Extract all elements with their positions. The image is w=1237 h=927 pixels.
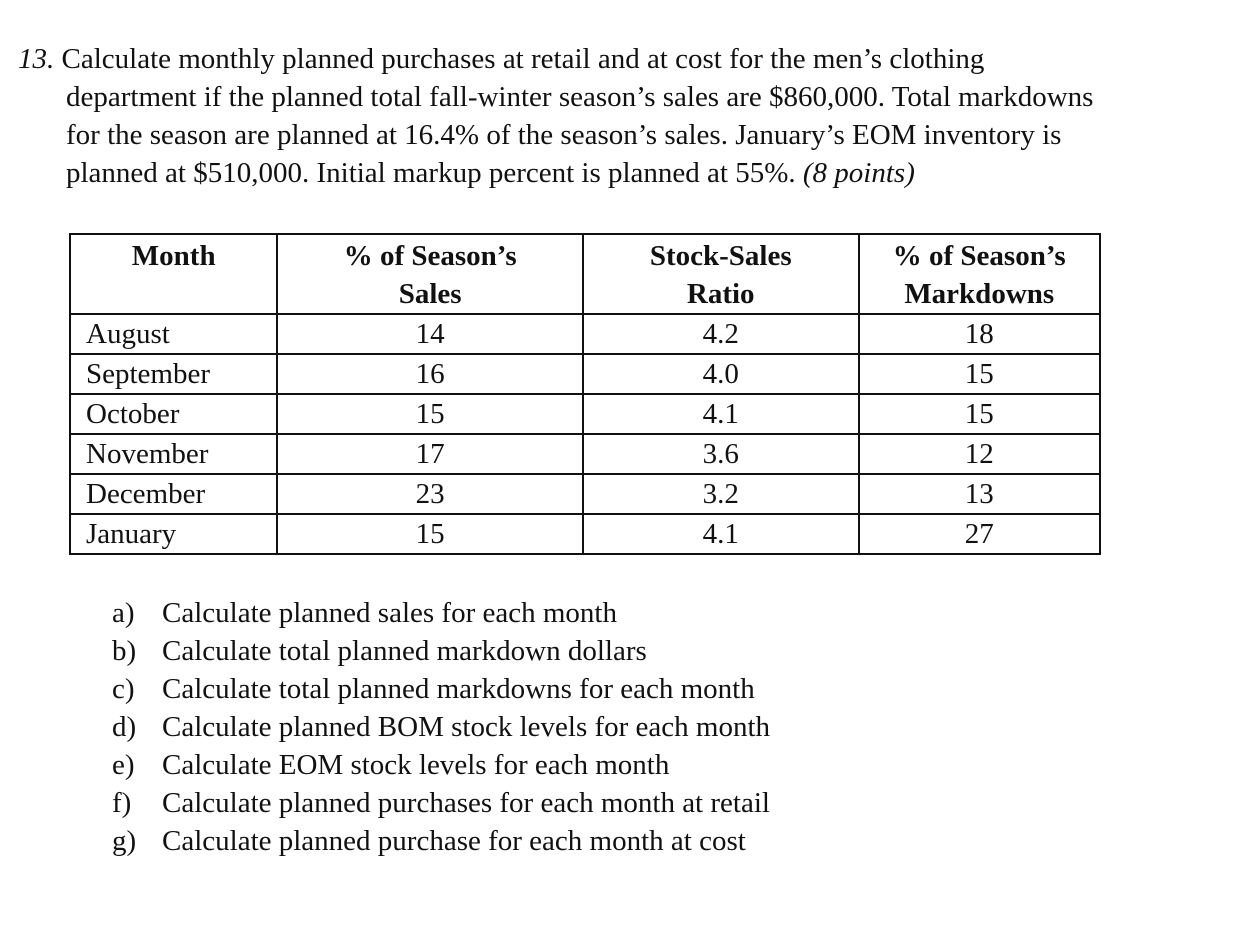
problem-line-3 [18, 116, 1223, 154]
subpart-item [112, 632, 770, 670]
table-row [70, 314, 1100, 354]
points-label: (8 points) [802, 157, 915, 189]
problem-text-line: planned at $510,000. Initial markup percent is planned at 55%. [66, 157, 803, 189]
markdown-percent-cell: 12 [859, 434, 1101, 474]
subparts-list [112, 594, 770, 860]
problem-text-line: Calculate monthly planned purchases at retail and at cost for the men’s clothing [61, 43, 985, 75]
stock-sales-ratio-cell: 4.2 [583, 314, 859, 354]
table-header-row [70, 234, 1100, 314]
subpart-item [112, 784, 770, 822]
markdown-percent-cell: 27 [859, 514, 1101, 554]
subpart-letter: c) [112, 673, 135, 705]
problem-text-line: department if the planned total fall-winter season’s sales are $860,000. Total markdowns [66, 81, 1094, 113]
sales-percent-cell: 16 [277, 354, 583, 394]
subpart-text: Calculate total planned markdowns for each month [162, 673, 755, 705]
subpart-text: Calculate planned purchases for each month at retail [162, 787, 770, 819]
header-stock-sales-ratio: Stock-Sales Ratio [583, 234, 859, 314]
subpart-text: Calculate total planned markdown dollars [162, 635, 647, 667]
table-row [70, 394, 1100, 434]
stock-sales-ratio-cell: 4.0 [583, 354, 859, 394]
problem-number: 13. [18, 43, 55, 75]
markdown-percent-cell: 15 [859, 394, 1101, 434]
subpart-text: Calculate planned sales for each month [162, 597, 617, 629]
header-percent-sales: % of Season’s Sales [277, 234, 583, 314]
subpart-letter: f) [112, 787, 132, 819]
subpart-letter: a) [112, 597, 135, 629]
markdown-percent-cell: 13 [859, 474, 1101, 514]
month-cell: October [70, 394, 277, 434]
problem-statement [18, 40, 1223, 192]
subpart-item [112, 822, 770, 860]
stock-sales-ratio-cell: 4.1 [583, 394, 859, 434]
stock-sales-ratio-cell: 3.6 [583, 434, 859, 474]
table-row [70, 474, 1100, 514]
month-cell: August [70, 314, 277, 354]
problem-line-2 [18, 78, 1223, 116]
subpart-letter: g) [112, 825, 137, 857]
problem-line-1 [18, 40, 1223, 78]
sales-percent-cell: 17 [277, 434, 583, 474]
month-cell: November [70, 434, 277, 474]
month-cell: January [70, 514, 277, 554]
subpart-text: Calculate planned BOM stock levels for each month [162, 711, 771, 743]
subpart-letter: e) [112, 749, 135, 781]
subpart-text: Calculate EOM stock levels for each month [162, 749, 670, 781]
problem-text-line: for the season are planned at 16.4% of the season’s sales. January’s EOM inventory is [66, 119, 1062, 151]
month-cell: December [70, 474, 277, 514]
subpart-item [112, 708, 770, 746]
subpart-letter: d) [112, 711, 137, 743]
stock-sales-ratio-cell: 3.2 [583, 474, 859, 514]
subpart-text: Calculate planned purchase for each month at cost [162, 825, 746, 857]
header-percent-markdowns: % of Season’s Markdowns [859, 234, 1101, 314]
table-row [70, 434, 1100, 474]
subpart-letter: b) [112, 635, 137, 667]
subpart-item [112, 746, 770, 784]
subpart-item [112, 670, 770, 708]
markdown-percent-cell: 18 [859, 314, 1101, 354]
sales-percent-cell: 14 [277, 314, 583, 354]
sales-percent-cell: 15 [277, 514, 583, 554]
sales-percent-cell: 15 [277, 394, 583, 434]
season-data-table [69, 233, 1101, 555]
sales-percent-cell: 23 [277, 474, 583, 514]
subpart-item [112, 594, 770, 632]
table-row [70, 514, 1100, 554]
stock-sales-ratio-cell: 4.1 [583, 514, 859, 554]
header-month: Month [70, 234, 277, 314]
markdown-percent-cell: 15 [859, 354, 1101, 394]
month-cell: September [70, 354, 277, 394]
table-row [70, 354, 1100, 394]
problem-line-4 [18, 154, 1223, 192]
